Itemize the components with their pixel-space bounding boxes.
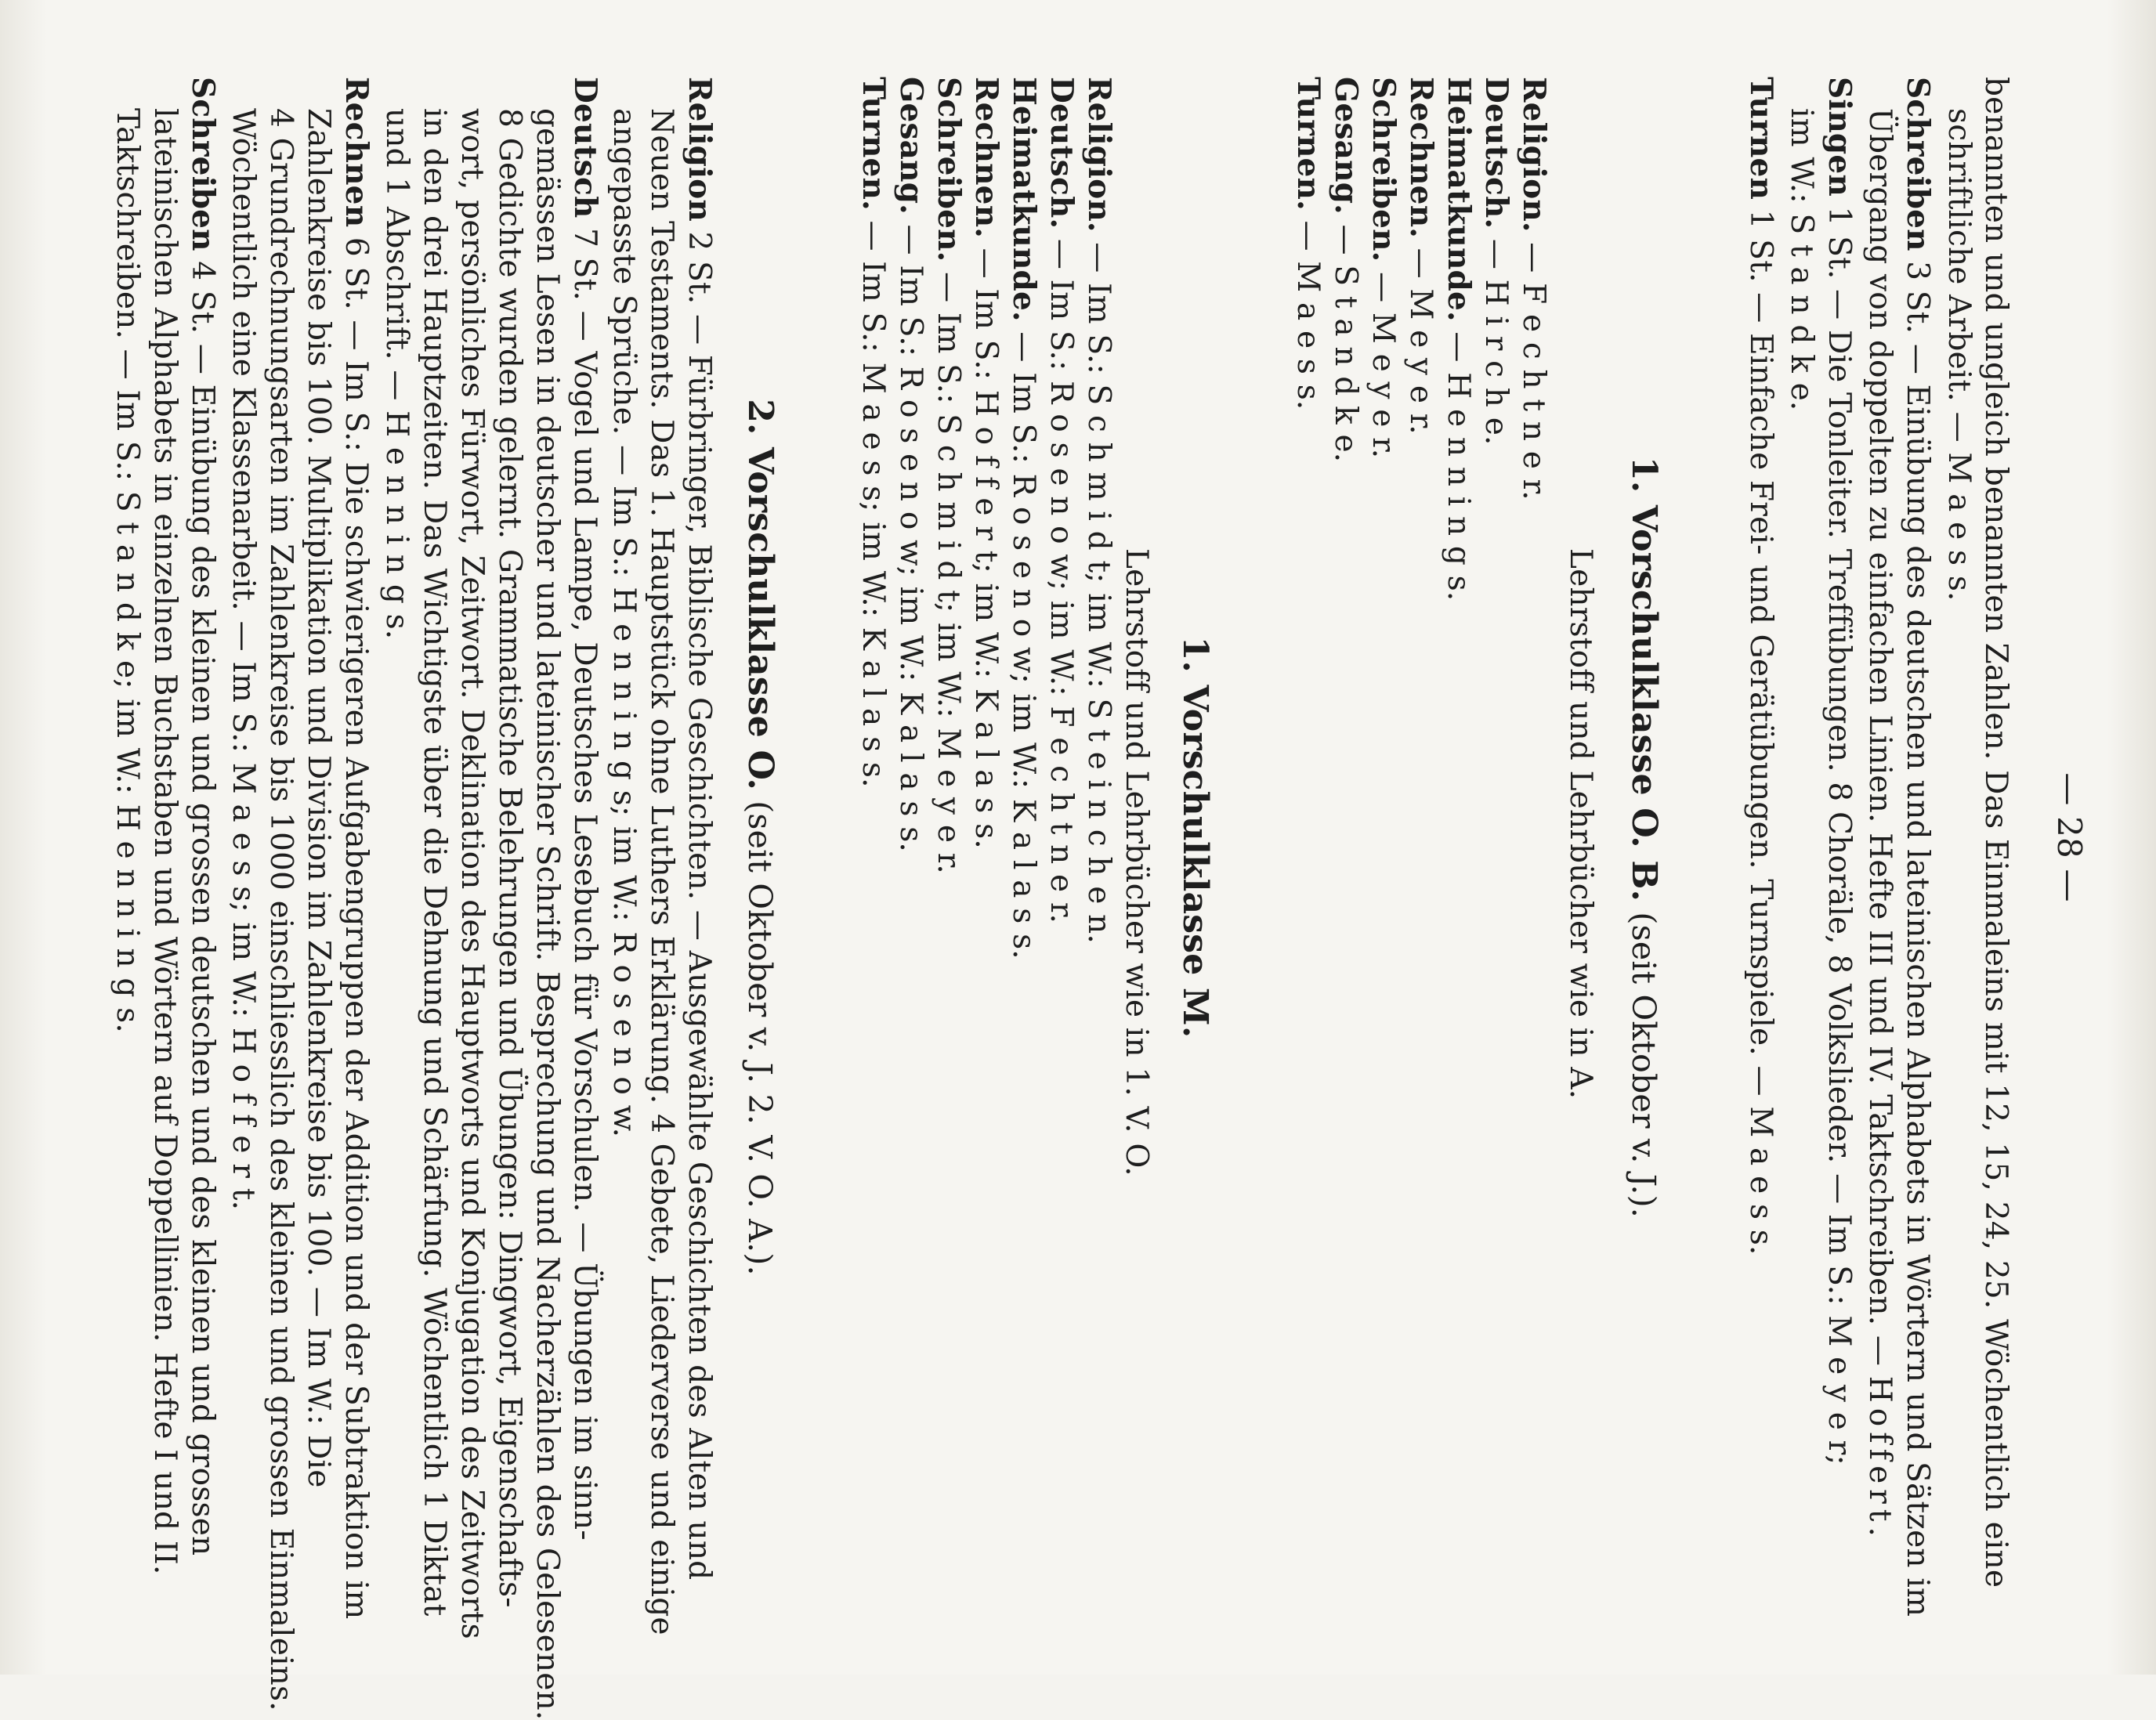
turnen-text-1: 1 St. — Einfache Frei- und Gerätübungen. Turnspiele. — M a e s s. (1743, 200, 1778, 1256)
section3-heading (740, 0, 780, 1675)
section2-row (1044, 77, 1080, 924)
row-text: — M a e s s. (1290, 210, 1326, 410)
section3-title: 2. Vorschulklasse O. (740, 399, 780, 790)
deutsch-line-2: gemässen Lesen in deutscher und lateinischer Schrift. Besprechung und Nacherzählen des Gelesenen. (530, 108, 565, 1720)
section1-row (1290, 77, 1326, 410)
schreiben-text-1: 3 St. — Einübung des deutschen und lateinischen Alphabets in Wörtern und Sätzen im (1900, 251, 1935, 1617)
section2-row (856, 77, 892, 788)
rechnen-line-4: Wöchentlich eine Klassenarbeit. — Im S.: M a e s s; im W.: H o f f e r t. (226, 108, 261, 1211)
section1-note: (seit Oktober v. J.). (1625, 902, 1662, 1218)
schreiben-text-2: Übergang von doppelten zu einfachen Linien. Hefte III und IV. Taktschreiben. — (1862, 108, 1897, 1376)
row-text: — Im S.: R o s e n o w; im W.: K a l a s s. (1006, 321, 1041, 959)
rechnen-line-3: 4 Grundrechnungsarten im Zahlenkreise bis 1000 einschliesslich des kleinen und grossen Einmaleins. (263, 108, 298, 1711)
schreiben2-line-2: lateinischen Alphabets in einzelnen Buchstaben und Wörtern auf Doppellinien. Hefte I und II. (147, 108, 183, 1575)
singen-line-1 (1821, 77, 1858, 1465)
section1-heading (1624, 0, 1664, 1675)
row-label: Gesang. (1328, 77, 1364, 215)
row-label: Heimatkunde. (1006, 77, 1042, 322)
section2-row (1006, 77, 1042, 959)
section2-row (931, 77, 967, 874)
religion-line-3: angepasste Sprüche. — Im S.: H e n n i n g s; im W.: R o s e n o w. (606, 108, 642, 1138)
deutsch-text: 7 St. — Vogel und Lampe, Deutsches Lesebuch für Vorschulen. — Übungen im sinn- (567, 218, 602, 1541)
religion-line-2: Neuen Testaments. Das 1. Hauptstück ohne Luthers Erklärung. 4 Gebete, Liederverse und einige (644, 108, 679, 1635)
rechnen-text: 6 St. — Im S.: Die schwierigeren Aufgabengruppen der Addition und der Subtraktion im (338, 227, 374, 1620)
row-text: — H i r c h e. (1478, 229, 1514, 446)
section3-note: (seit Oktober v. J. 2. V. O. A.). (741, 790, 779, 1276)
schreiben-label: Schreiben (1900, 77, 1936, 251)
top-line-2: schriftliche Arbeit. — M a e s s. (1941, 108, 1977, 602)
row-label: Turnen. (1290, 77, 1326, 211)
schreiben2-line-3: Taktschreiben. — Im S.: S t a n d k e; im W.: H e n n i n g s. (110, 108, 145, 1033)
row-label: Heimatkunde. (1441, 77, 1477, 322)
row-label: Rechnen. (1403, 77, 1439, 239)
singen-label: Singen (1821, 77, 1858, 197)
row-label: Schreiben. (931, 77, 967, 262)
rechnen-label: Rechnen (338, 77, 374, 228)
deutsch-line-3: 8 Gedichte wurden gelernt. Grammatische Belehrungen und Übungen: Dingwort, Eigenschafts- (492, 108, 527, 1608)
row-label: Rechnen. (968, 77, 1004, 239)
row-label: Religion. (1516, 77, 1552, 233)
section1-lehrstoff: Lehrstoff und Lehrbücher wie in A. (1563, 548, 1598, 1100)
section2-row (893, 77, 929, 853)
section2-row (1081, 77, 1117, 945)
row-text: — H e n n i n g s. (1441, 321, 1476, 602)
page-number: — 28 — (2050, 772, 2089, 902)
deutsch-line-1 (567, 77, 603, 1541)
religion-text: 2 St. — Fürbringer, Biblische Geschichten. — Ausgewählte Geschichten des Alten und (682, 221, 717, 1581)
schreiben-teacher: Hoffert. (1862, 1375, 1897, 1542)
deutsch-label: Deutsch (567, 77, 603, 219)
section1-row (1478, 77, 1514, 446)
schreiben-line-1 (1900, 77, 1936, 1617)
row-text: — Im S.: S c h m i d t; im W.: M e y e r. (931, 262, 966, 874)
row-text: — S t a n d k e. (1328, 214, 1363, 463)
religion-label: Religion (682, 77, 718, 222)
row-label: Gesang. (893, 77, 929, 215)
row-label: Schreiben. (1366, 77, 1402, 262)
section2-heading: 1. Vorschulklasse M. (1175, 636, 1215, 1039)
row-text: — Im S.: M a e s s; im W.: K a l a s s. (856, 210, 891, 788)
schreiben2-text: 4 St. — Einübung des kleinen und grossen deutschen und des kleinen und grossen (185, 251, 220, 1556)
section2-lehrstoff: Lehrstoff und Lehrbücher wie in 1. V. O. (1119, 548, 1154, 1176)
row-text: — M e y e r. (1366, 262, 1401, 459)
deutsch-line-6: und 1 Abschrift. — H e n n i n g s. (379, 108, 414, 640)
deutsch-line-4: wort, persönliches Fürwort, Zeitwort. Deklination des Hauptworts und Konjugation des Zeitworts (454, 108, 490, 1639)
row-text: — Im S.: R o s e n o w; im W.: K a l a s s. (893, 214, 928, 853)
schreiben-line-2 (1862, 108, 1897, 1542)
section1-title: 1. Vorschulklasse O. B. (1624, 457, 1664, 902)
section1-row (1403, 77, 1439, 435)
row-text: — Im S.: S c h m i d t; im W.: S t e i n c h e n. (1081, 232, 1116, 945)
section1-row (1366, 77, 1402, 459)
section1-row (1328, 77, 1364, 463)
section1-row (1441, 77, 1477, 602)
row-text: — F e c h t n e r. (1516, 232, 1551, 500)
rechnen-line-2: Zahlenkreise bis 100. Multiplikation und Division im Zahlenkreise bis 100. — Im W.: Die (301, 108, 336, 1488)
deutsch-line-5: in den drei Hauptzeiten. Das Wichtigste über die Dehnung und Schärfung. Wöchentlich 1 Diktat (417, 108, 452, 1617)
section2-row (968, 77, 1004, 849)
singen-line-2: im W.: S t a n d k e. (1784, 108, 1819, 411)
religion-line-1 (682, 77, 718, 1581)
row-label: Deutsch. (1478, 77, 1514, 229)
section1-row (1516, 77, 1552, 500)
schreiben2-line-1 (185, 77, 221, 1556)
top-line-1: benannten und ungleich benannten Zahlen. Das Einmaleins mit 12, 15, 24, 25. Wöchentlich eine (1978, 77, 2013, 1588)
row-text: — Im S.: R o s e n o w; im W.: F e c h t n e r. (1044, 229, 1079, 924)
turnen-line-1 (1743, 77, 1779, 1256)
schreiben2-label: Schreiben (185, 77, 221, 251)
row-label: Deutsch. (1044, 77, 1080, 229)
rechnen-line-1 (338, 77, 374, 1620)
row-text: — M e y e r. (1403, 238, 1438, 435)
row-text: — Im S.: H o f f e r t; im W.: K a l a s s. (968, 238, 1004, 849)
row-label: Turnen. (856, 77, 892, 211)
singen-text-1: 1 St. — Die Tonleiter. Treffübungen. 8 Choräle, 8 Volkslieder. — Im S.: M e y e r; (1821, 196, 1857, 1465)
row-label: Religion. (1081, 77, 1117, 233)
turnen-label: Turnen (1743, 77, 1779, 201)
